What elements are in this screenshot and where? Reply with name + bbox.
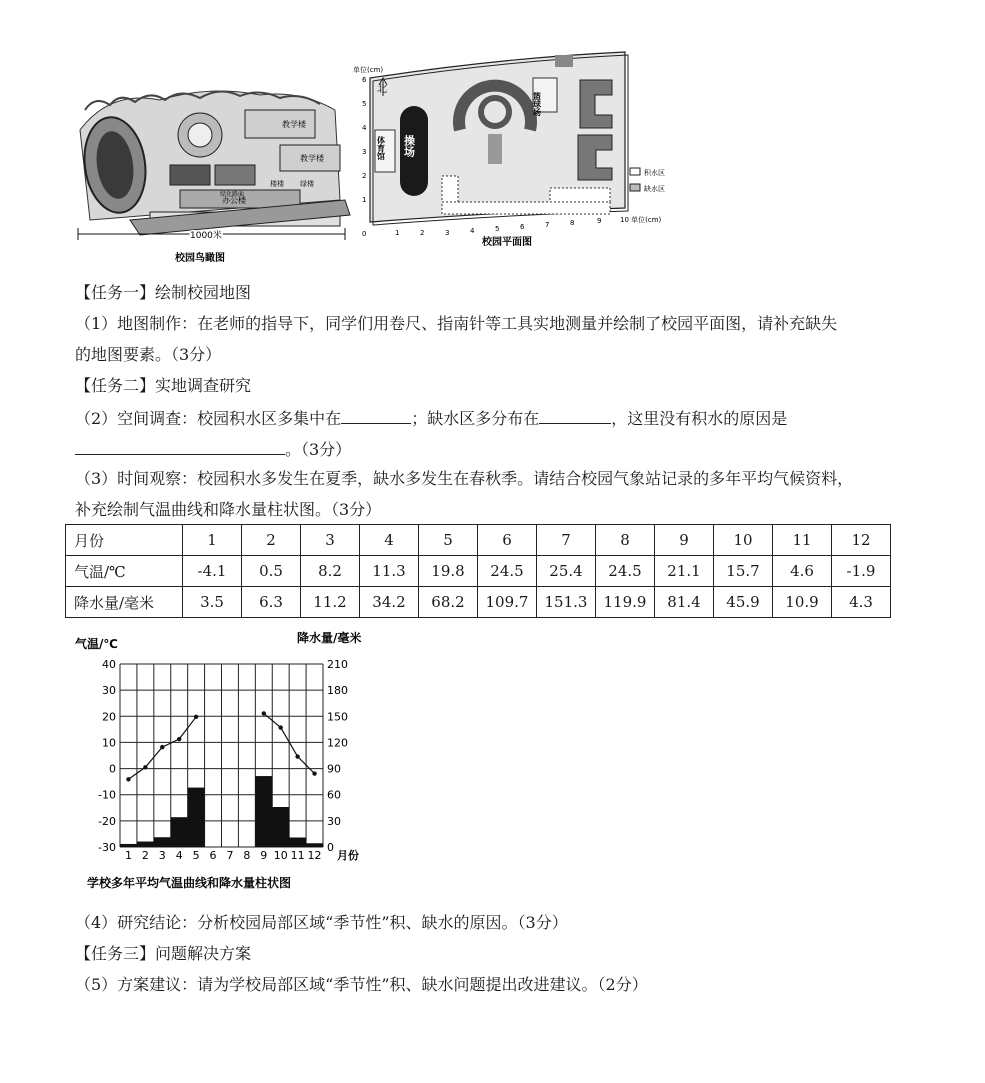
plan-y-tick: 5 [362,100,367,108]
x-axis-tick: 11 [290,849,305,862]
aerial-label: 绿化路面 [220,191,245,198]
table-cell: 119.9 [596,587,655,618]
table-cell: 11.2 [301,587,360,618]
temperature-point [279,725,283,729]
table-cell: 19.8 [419,556,478,587]
table-cell: 降水量/毫米 [66,587,183,618]
x-axis-tick: 2 [141,849,149,862]
plan-gym-label: 体育馆 [376,136,386,160]
plan-x-tick: 6 [520,223,525,231]
aerial-label: 楼楼 [270,180,284,188]
plan-north-label: 北 [377,84,387,95]
temperature-point [194,715,198,719]
x-axis-tick: 5 [192,849,200,862]
chart-title: 学校多年平均气温曲线和降水量柱状图 [87,876,292,890]
q3-text-line2: 补充绘制气温曲线和降水量柱状图。（3分） [75,500,382,519]
plan-legend-label: 缺水区 [644,185,665,193]
plan-legend-label: 积水区 [644,169,665,177]
plan-y-tick: 0 [362,230,367,238]
q1-text-line1: （1）地图制作：在老师的指导下，同学们用卷尺、指南针等工具实地测量并绘制了校园平面图，请补充缺失 [75,314,838,333]
table-header-cell: 6 [478,525,537,556]
chart-right-axis-title: 降水量/毫米 [297,631,362,645]
left-axis-tick: -20 [98,814,116,828]
precipitation-bar [306,843,323,847]
table-cell: 15.7 [714,556,773,587]
table-cell: 68.2 [419,587,478,618]
table-cell: 81.4 [655,587,714,618]
temperature-point [262,711,266,715]
temperature-point [160,745,164,749]
temperature-point [295,754,299,758]
q4-text: （4）研究结论：分析校园局部区域“季节性”积、缺水的原因。（3分） [75,913,568,932]
right-axis-tick: 60 [327,788,341,802]
temperature-point [312,771,316,775]
table-cell: 24.5 [478,556,537,587]
left-axis-tick: 0 [109,762,116,776]
table-header-cell: 7 [537,525,596,556]
x-axis-tick: 12 [307,849,322,862]
plan-caption: 校园平面图 [482,237,532,248]
plan-y-tick: 4 [362,124,367,132]
table-header-cell: 1 [183,525,242,556]
precipitation-bar [255,776,272,847]
table-cell: 21.1 [655,556,714,587]
right-axis-tick: 180 [327,684,348,698]
left-axis-tick: -10 [98,788,116,802]
plan-x-tick: 8 [570,219,575,227]
table-header-cell: 12 [832,525,891,556]
right-axis-tick: 0 [327,841,334,854]
x-axis-tick: 1 [124,849,132,862]
q2-text [75,407,787,429]
precipitation-bar [120,844,137,847]
temperature-point [126,777,130,781]
table-cell: 6.3 [242,587,301,618]
table-header-cell: 8 [596,525,655,556]
table-header-cell: 11 [773,525,832,556]
plan-x-tick: 1 [395,229,400,237]
x-axis-tick: 6 [209,849,217,862]
x-axis-tick: 9 [260,849,268,862]
climate-table [65,524,891,618]
table-cell: 151.3 [537,587,596,618]
q1-text-line2: 的地图要素。（3分） [75,345,222,364]
task2-heading: 【任务二】实地调查研究 [75,376,252,395]
table-cell: -4.1 [183,556,242,587]
plan-x-tick: 2 [420,229,425,237]
answer-blank[interactable] [539,407,611,424]
x-axis-tick: 4 [175,849,183,862]
table-cell: 气温/℃ [66,556,183,587]
q2-part-b: ；缺水区多分布在 [411,409,540,428]
plan-y-tick: 3 [362,148,367,156]
right-axis-tick: 90 [327,762,341,776]
aerial-view-figure [70,70,355,270]
left-axis-tick: 40 [102,658,116,671]
table-header-cell: 9 [655,525,714,556]
right-axis-tick: 210 [327,658,348,671]
precipitation-bar [137,842,154,847]
right-axis-tick: 120 [327,736,348,750]
table-cell: 25.4 [537,556,596,587]
x-axis-tick: 8 [243,849,251,862]
table-cell: 8.2 [301,556,360,587]
chart-left-axis-title: 气温/℃ [75,637,118,651]
plan-basketball-label: 篮球场 [532,92,542,116]
left-axis-tick: -30 [98,841,116,854]
precipitation-bar [154,837,171,847]
precipitation-bar [171,817,188,847]
plan-field-label: 操场 [402,135,416,157]
table-header-cell: 4 [360,525,419,556]
table-cell: 11.3 [360,556,419,587]
campus-plan-figure [350,40,680,255]
plan-x-tick: 9 [597,217,602,225]
table-cell: 0.5 [242,556,301,587]
plan-y-tick: 6 [362,76,367,84]
table-row [66,587,891,618]
right-axis-tick: 30 [327,814,341,828]
aerial-label: 绿楼 [300,180,314,188]
q2-part-c: ，这里没有积水的原因是 [611,409,788,428]
plan-unit-y: 单位(cm) [353,66,384,74]
table-cell: 109.7 [478,587,537,618]
x-axis-tick: 3 [158,849,166,862]
table-cell: 45.9 [714,587,773,618]
task3-heading: 【任务三】问题解决方案 [75,944,252,963]
answer-blank[interactable] [341,407,411,424]
table-cell: 10.9 [773,587,832,618]
aerial-drawing [78,91,350,240]
table-cell: 3.5 [183,587,242,618]
plan-x-tick: 3 [445,229,450,237]
table-cell: 4.6 [773,556,832,587]
plan-x-tick: 7 [545,221,550,229]
answer-blank[interactable] [75,438,285,455]
task1-heading: 【任务一】绘制校园地图 [75,283,252,302]
temperature-point [177,737,181,741]
plan-unit-x: 10 单位(cm) [620,216,662,224]
aerial-label: 办公楼 [222,196,246,205]
aerial-label: 教学楼 [300,154,324,163]
table-header-cell: 月份 [66,525,183,556]
temperature-point [143,765,147,769]
aerial-caption: 校园鸟瞰图 [175,253,225,264]
table-header-cell: 5 [419,525,478,556]
precipitation-bar [289,838,306,847]
plan-x-tick: 4 [470,227,475,235]
table-cell: -1.9 [832,556,891,587]
plan-y-tick: 2 [362,172,367,180]
aerial-scale-label: 1000米 [190,231,222,241]
right-axis-tick: 150 [327,710,348,724]
left-axis-tick: 30 [102,684,116,698]
x-axis-tick: 7 [226,849,234,862]
q2-part-a: （2）空间调查：校园积水区多集中在 [75,409,342,428]
table-header-cell: 10 [714,525,773,556]
precipitation-bar [188,788,205,847]
left-axis-tick: 20 [102,710,116,724]
table-cell: 24.5 [596,556,655,587]
table-row [66,556,891,587]
chart-x-axis-title: 月份 [337,849,359,862]
precipitation-bar [272,807,289,847]
table-cell: 34.2 [360,587,419,618]
x-axis-tick: 10 [273,849,288,862]
q2-text-line2 [75,438,351,460]
left-axis-tick: 10 [102,736,116,750]
table-cell: 4.3 [832,587,891,618]
plan-y-tick: 1 [362,196,367,204]
plan-x-tick: 5 [495,225,500,233]
q2-part-d: 。（3分） [285,440,352,459]
table-header-cell: 3 [301,525,360,556]
climate-chart [65,628,395,890]
table-row [66,525,891,556]
q5-text: （5）方案建议：请为学校局部区域“季节性”积、缺水问题提出改进建议。（2分） [75,975,648,994]
table-header-cell: 2 [242,525,301,556]
q3-text-line1: （3）时间观察：校园积水多发生在夏季，缺水多发生在春秋季。请结合校园气象站记录的多年平均气候资料， [75,469,854,488]
aerial-label: 教学楼 [282,120,306,129]
